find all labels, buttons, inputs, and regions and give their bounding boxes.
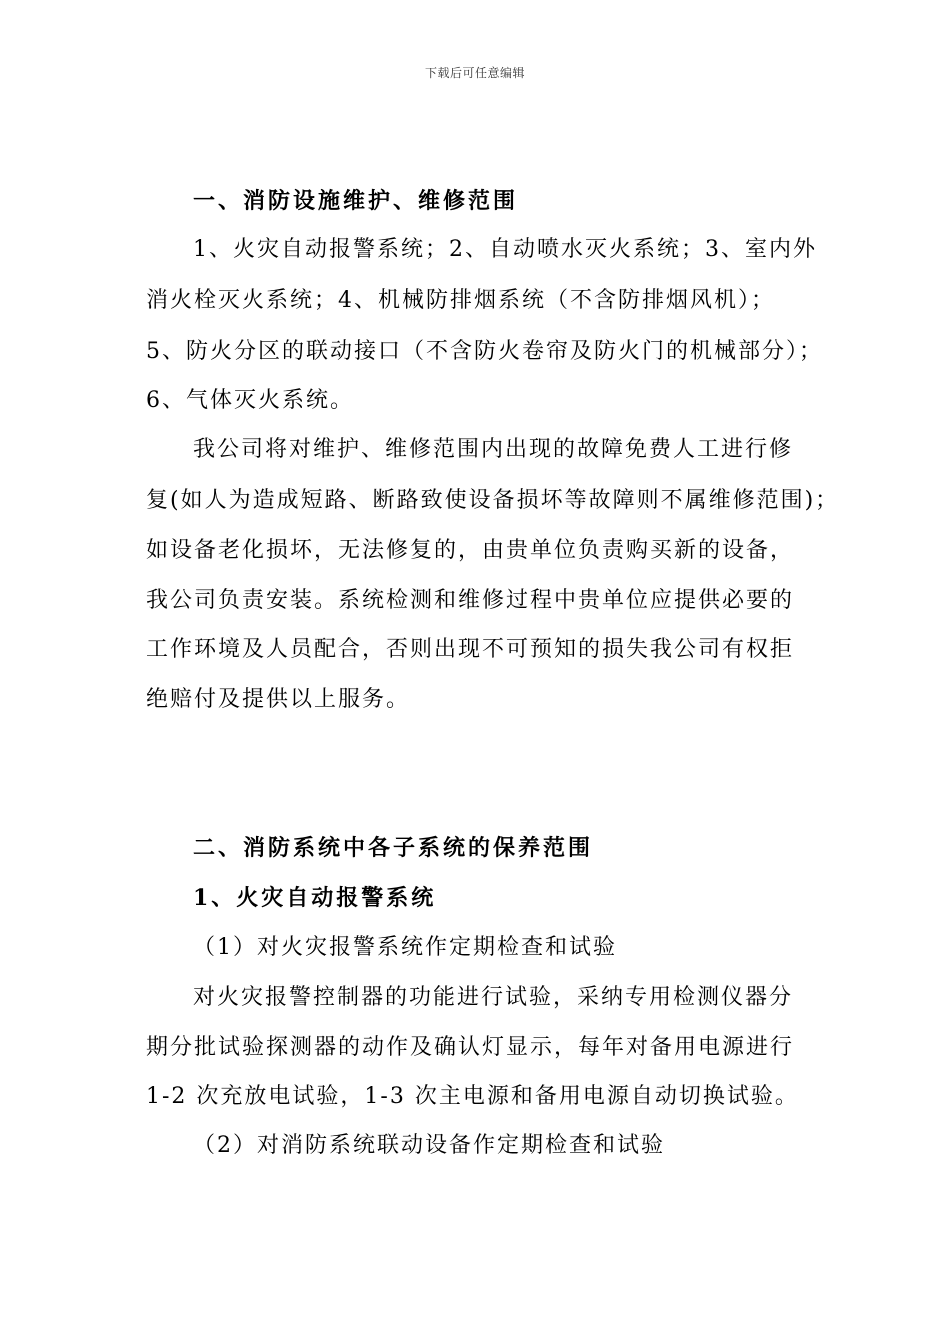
item-1-line-1: 对火灾报警控制器的功能进行试验，采纳专用检测仪器分 bbox=[193, 985, 794, 1010]
repair-line-5: 工作环境及人员配合，否则出现不可预知的损失我公司有权拒 bbox=[146, 637, 795, 662]
scope-line-4: 6、气体灭火系统。 bbox=[146, 388, 354, 413]
section-1-heading: 一、消防设施维护、维修范围 bbox=[193, 188, 519, 214]
repair-line-1: 我公司将对维护、维修范围内出现的故障免费人工进行修 bbox=[193, 437, 794, 462]
repair-line-4: 我公司负责安装。系统检测和维修过程中贵单位应提供必要的 bbox=[146, 588, 795, 613]
item-1-line-2: 期分批试验探测器的动作及确认灯显示，每年对备用电源进行 bbox=[146, 1035, 795, 1060]
item-2-title: （2）对消防系统联动设备作定期检查和试验 bbox=[193, 1133, 665, 1158]
scope-line-2: 消火栓灭火系统；4、机械防排烟系统（不含防排烟风机）； bbox=[146, 288, 775, 313]
item-1-line-3: 1-2 次充放电试验，1-3 次主电源和备用电源自动切换试验。 bbox=[146, 1084, 799, 1109]
section-2-heading: 二、消防系统中各子系统的保养范围 bbox=[193, 835, 594, 861]
repair-line-3: 如设备老化损坏，无法修复的，由贵单位负责购买新的设备， bbox=[146, 538, 795, 563]
item-1-title: （1）对火灾报警系统作定期检查和试验 bbox=[193, 935, 617, 960]
page-header: 下载后可任意编辑 bbox=[424, 66, 525, 80]
scope-line-3: 5、防火分区的联动接口（不含防火卷帘及防火门的机械部分）； bbox=[146, 339, 823, 364]
repair-line-6: 绝赔付及提供以上服务。 bbox=[146, 687, 411, 712]
scope-line-1: 1、火灾自动报警系统；2、自动喷水灭火系统；3、室内外 bbox=[193, 237, 817, 262]
repair-line-2: 复(如人为造成短路、断路致使设备损坏等故障则不属维修范围)； bbox=[146, 488, 840, 513]
subsection-1-heading: 1、火灾自动报警系统 bbox=[193, 885, 437, 911]
